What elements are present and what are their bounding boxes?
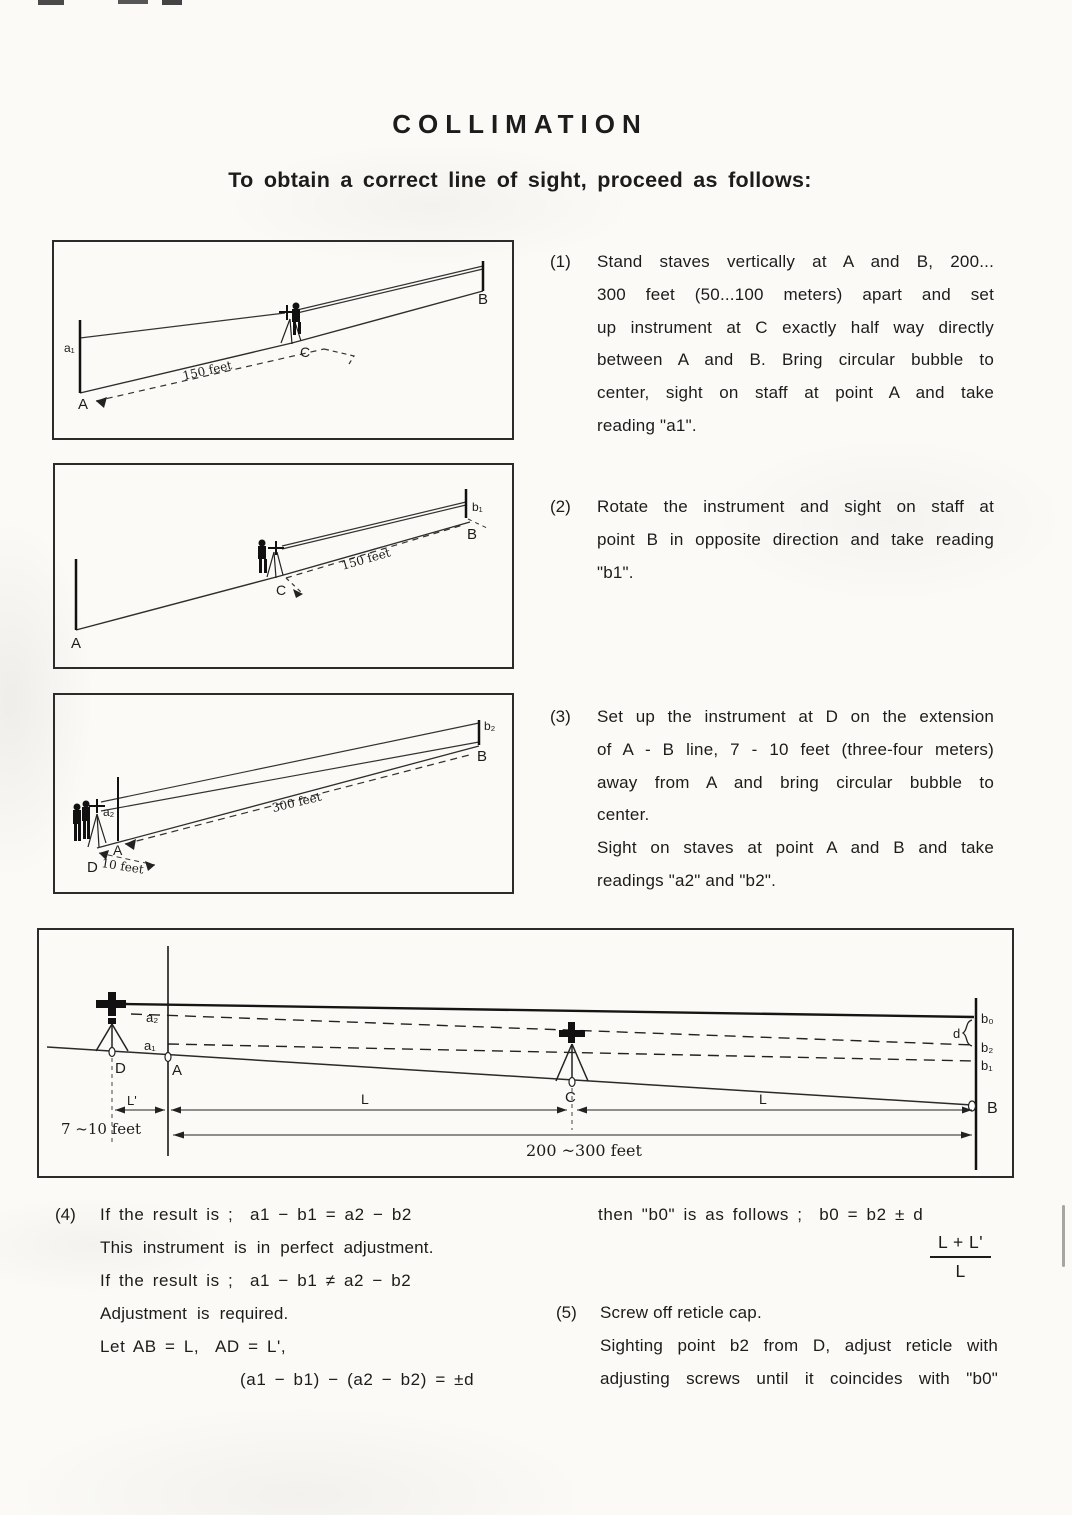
label-A: A bbox=[113, 842, 123, 858]
label-a1: a₁ bbox=[144, 1038, 156, 1053]
label-10-feet: 10 feet bbox=[100, 856, 145, 877]
step-1 bbox=[550, 246, 994, 443]
distance-annotation bbox=[286, 519, 487, 598]
text-line: Set up the instrument at D on the extension bbox=[597, 707, 994, 726]
step-3 bbox=[550, 701, 994, 898]
step-text bbox=[100, 1198, 500, 1396]
step-5 bbox=[556, 1296, 998, 1395]
label-7-10-feet: 7 ~10 feet bbox=[61, 1120, 142, 1138]
step-number: (2) bbox=[550, 497, 571, 516]
diagram-2-sight-b-from-c bbox=[53, 463, 514, 669]
label-b1: b₁ bbox=[472, 500, 483, 514]
step-number: (4) bbox=[55, 1205, 76, 1224]
text-line: 300 feet (50...100 meters) apart and set bbox=[597, 284, 994, 304]
label-A: A bbox=[71, 635, 82, 652]
brace-d bbox=[963, 1020, 972, 1046]
label-L-2: L bbox=[759, 1091, 767, 1107]
diagram-4-geometry-schematic bbox=[37, 928, 1014, 1178]
instrument-c-icon bbox=[559, 1022, 585, 1043]
label-L-1: L bbox=[361, 1091, 369, 1107]
label-150-feet: 150 feet bbox=[339, 545, 393, 573]
label-B: B bbox=[987, 1100, 998, 1117]
text-line: point B in opposite direction and take reading bbox=[597, 529, 994, 549]
scan-artifact bbox=[162, 0, 182, 5]
line-of-sight-dashed-d bbox=[131, 1014, 974, 1045]
fraction-numerator: L + L' bbox=[930, 1232, 991, 1258]
plumb-marker-c bbox=[569, 1078, 575, 1087]
distance-annotation bbox=[96, 349, 354, 408]
label-150-feet: 150 feet bbox=[181, 358, 234, 384]
sight-lines bbox=[282, 502, 466, 549]
label-b1: b₁ bbox=[981, 1058, 993, 1073]
sight-lines bbox=[80, 266, 483, 338]
label-a2: a₂ bbox=[146, 1010, 159, 1025]
label-B: B bbox=[467, 526, 478, 543]
line-of-sight-solid bbox=[126, 1004, 974, 1017]
text-line: Rotate the instrument and sight on staff at bbox=[597, 497, 994, 516]
label-b2: b₂ bbox=[484, 719, 496, 733]
formula-line: then "b0" is as follows ; b0 = b2 ± d bbox=[598, 1205, 924, 1224]
label-D: D bbox=[115, 1060, 126, 1077]
scan-artifact bbox=[38, 0, 64, 5]
label-L-prime: L' bbox=[127, 1093, 137, 1108]
tripod-icon bbox=[267, 552, 283, 578]
label-b0: b₀ bbox=[981, 1011, 994, 1026]
text-line: reading "a1". bbox=[597, 415, 697, 435]
formula-line: If the result is ; a1 − b1 ≠ a2 − b2 bbox=[100, 1271, 412, 1290]
text-line: readings "a2" and "b2". bbox=[597, 870, 777, 890]
formula-line: (a1 − b1) − (a2 − b2) = ±d bbox=[240, 1370, 475, 1389]
text-line: up instrument at C exactly half way directly bbox=[597, 317, 994, 337]
step-text bbox=[597, 246, 994, 443]
text-line: center, sight on staff at point A and take bbox=[597, 383, 994, 403]
formula-line: If the result is ; a1 − b1 = a2 − b2 bbox=[100, 1205, 412, 1224]
text-line: Sight on staves at point A and B and take bbox=[597, 838, 994, 858]
surveyor-figure bbox=[292, 303, 301, 336]
text-line: Screw off reticle cap. bbox=[600, 1303, 762, 1322]
label-300-feet: 300 feet bbox=[270, 789, 323, 815]
surveyor-figures bbox=[73, 801, 90, 842]
label-200-300-feet: 200 ~300 feet bbox=[526, 1141, 642, 1160]
label-C: C bbox=[565, 1089, 576, 1106]
label-A: A bbox=[78, 396, 89, 413]
step-number: (3) bbox=[550, 707, 571, 726]
scan-artifact bbox=[118, 0, 148, 4]
text-line: Sighting point b2 from D, adjust reticle with bbox=[600, 1336, 998, 1355]
text-line: "b1". bbox=[597, 562, 634, 582]
instrument-icon bbox=[268, 541, 284, 555]
label-C: C bbox=[276, 582, 287, 598]
text-line: Adjustment is required. bbox=[100, 1304, 289, 1323]
label-a1: a₁ bbox=[64, 341, 75, 355]
ground-line bbox=[76, 522, 470, 630]
text-line: adjusting screws until it coincides with "b0" bbox=[600, 1369, 998, 1388]
distance-annotation-10 bbox=[99, 850, 155, 877]
label-b2: b₂ bbox=[981, 1040, 994, 1055]
step-number: (5) bbox=[556, 1303, 577, 1322]
text-line: away from A and bring circular bubble to bbox=[597, 772, 994, 792]
step-number: (1) bbox=[550, 252, 571, 271]
label-d: d bbox=[953, 1026, 961, 1041]
plumb-marker-d bbox=[109, 1048, 115, 1057]
page-title: COLLIMATION bbox=[392, 109, 648, 139]
plumb-marker-a bbox=[165, 1053, 171, 1062]
label-B: B bbox=[477, 748, 488, 765]
label-B: B bbox=[478, 291, 489, 308]
fraction-denominator: L bbox=[955, 1261, 966, 1281]
tripod-c-icon bbox=[556, 1044, 588, 1081]
step-text bbox=[597, 701, 994, 898]
text-line: This instrument is in perfect adjustment. bbox=[100, 1238, 434, 1257]
fraction-correction-factor bbox=[930, 1232, 991, 1282]
formula-line: Let AB = L, AD = L', bbox=[100, 1337, 287, 1356]
label-a2: a₂ bbox=[103, 805, 115, 819]
step-2 bbox=[550, 491, 994, 589]
label-A: A bbox=[172, 1062, 183, 1079]
scan-artifact bbox=[1062, 1205, 1065, 1267]
dimension-row-2 bbox=[173, 1132, 972, 1139]
label-D: D bbox=[87, 859, 98, 876]
distance-annotation-300 bbox=[125, 754, 473, 850]
label-C: C bbox=[300, 344, 311, 360]
instrument-d-icon bbox=[96, 992, 126, 1024]
step-4 bbox=[55, 1198, 500, 1396]
text-line: of A - B line, 7 - 10 feet (three-four meters) bbox=[597, 739, 994, 759]
step-4-result bbox=[598, 1198, 1000, 1308]
step-text bbox=[597, 491, 994, 589]
text-line: center. bbox=[597, 805, 650, 825]
diagram-3-sight-from-d bbox=[53, 693, 514, 894]
text-line: Stand staves vertically at A and B, 200... bbox=[597, 252, 994, 271]
text-line: between A and B. Bring circular bubble to bbox=[597, 350, 994, 370]
surveyor-figure bbox=[258, 540, 267, 574]
page-subtitle: To obtain a correct line of sight, proceed as follows: bbox=[228, 168, 812, 192]
step-text bbox=[600, 1296, 998, 1395]
ground-line bbox=[47, 1047, 972, 1105]
diagram-1-sight-a-from-c bbox=[52, 240, 514, 440]
